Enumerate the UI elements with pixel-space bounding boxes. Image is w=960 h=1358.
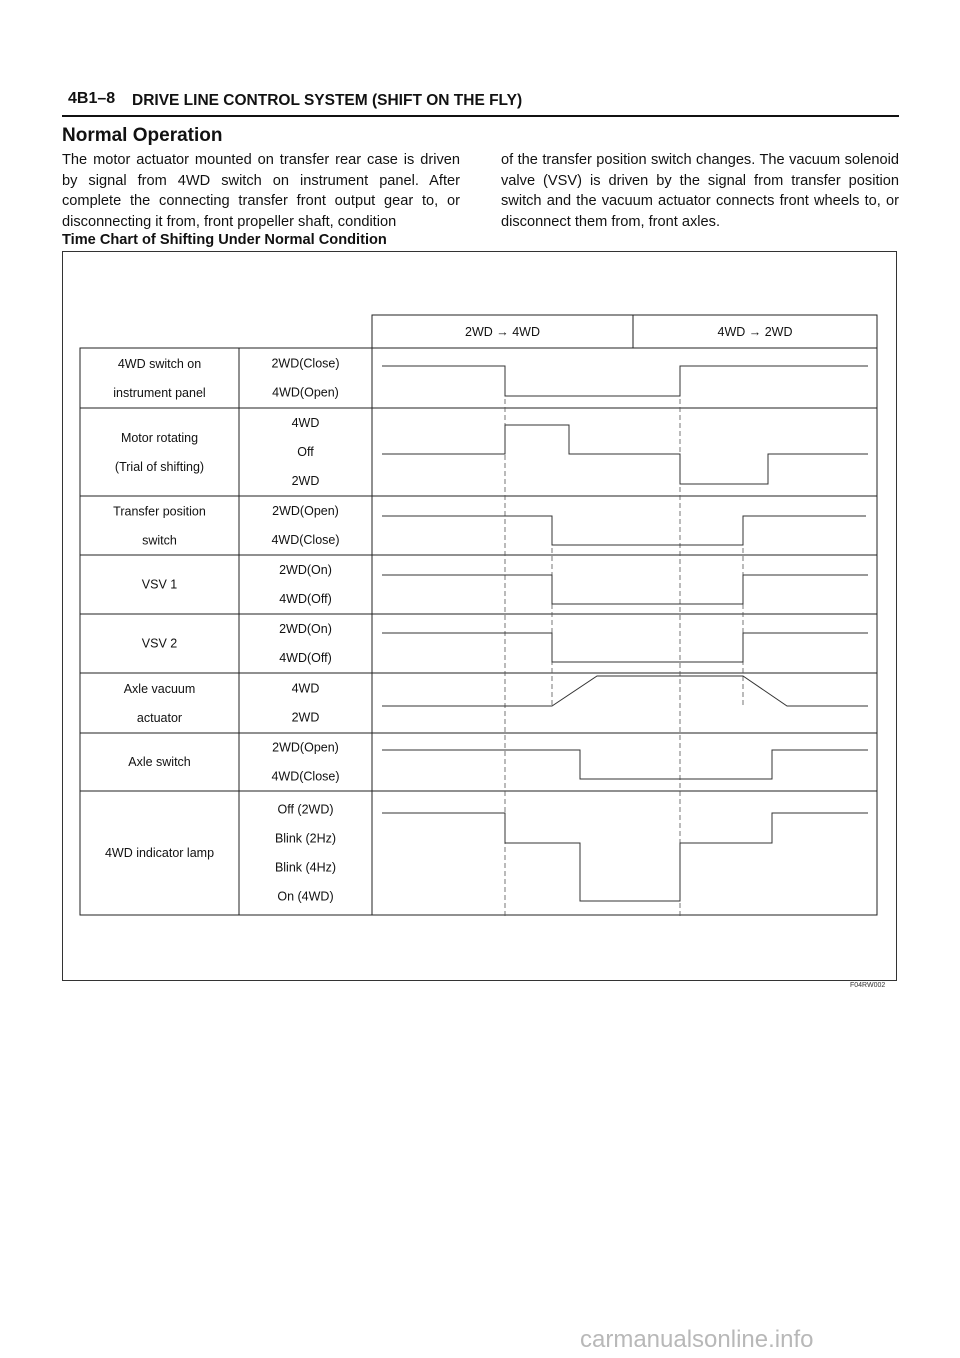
waveform-trace <box>382 813 868 901</box>
row-label: Motor rotating <box>120 431 199 445</box>
state-label: Blink (2Hz) <box>274 831 337 846</box>
waveforms <box>382 366 868 901</box>
waveform-trace <box>382 633 868 662</box>
row-label: (Trial of shifting) <box>114 460 205 474</box>
table-body <box>80 348 877 915</box>
state-label: 4WD(Off) <box>279 592 332 606</box>
state-label: Off <box>297 445 314 459</box>
phase-header-2wd-to-4wd: 2WD → 4WD <box>465 325 540 339</box>
row-label: Axle vacuum <box>123 682 196 696</box>
section-title: Normal Operation <box>62 125 223 146</box>
state-label: 4WD(Close) <box>271 533 340 547</box>
state-label: 4WD <box>291 681 320 696</box>
state-label: Blink (4Hz) <box>274 860 337 875</box>
waveform-trace <box>382 516 866 545</box>
row-label: VSV 1 <box>141 577 178 592</box>
state-label: Off (2WD) <box>277 802 334 817</box>
state-label: 2WD <box>291 710 320 725</box>
row-label: 4WD indicator lamp <box>104 846 215 860</box>
paragraph-right: of the transfer position switch changes. The vacuum solenoid valve (VSV) is driven by the signal from transfer position switch and the vacuum actuator connects front wheels to, or disconnect them from, front axles. <box>501 152 899 230</box>
row-label: 4WD switch on <box>117 357 202 371</box>
row-label: actuator <box>136 711 183 725</box>
state-label: 2WD <box>291 474 320 488</box>
table-grid <box>80 315 877 915</box>
waveform-trace <box>382 366 868 396</box>
row-label: switch <box>142 533 177 548</box>
section-number: 4B1–8 <box>68 90 116 107</box>
waveform-trace <box>382 750 868 779</box>
figure-caption: Time Chart of Shifting Under Normal Condition <box>62 232 387 248</box>
phase-header-4wd-to-2wd: 4WD → 2WD <box>717 325 793 339</box>
state-label: 4WD <box>291 416 320 430</box>
waveform-trace <box>382 676 868 706</box>
waveform-trace <box>382 575 868 604</box>
state-label: 4WD(Off) <box>279 651 332 665</box>
state-label: 2WD(Open) <box>272 504 339 518</box>
state-label: 2WD(On) <box>279 563 332 577</box>
state-label: 2WD(Close) <box>271 356 340 371</box>
watermark: carmanualsonline.info <box>580 1326 814 1353</box>
waveform-trace <box>382 425 868 484</box>
state-label: 2WD(Open) <box>272 740 339 755</box>
paragraph-left: The motor actuator mounted on transfer rear case is driven by signal from 4WD switch on instrument panel. After complete the connecting transfer front output gear to, or disconnecting it from, front propeller shaft, condition <box>62 152 460 230</box>
state-label: On (4WD) <box>277 889 334 904</box>
state-label: 2WD(On) <box>279 622 332 636</box>
state-label: 4WD(Open) <box>272 385 339 400</box>
state-label: 4WD(Close) <box>271 769 340 784</box>
row-label: Transfer position <box>113 504 206 519</box>
phase-header-box <box>372 315 877 348</box>
figure-code: F04RW002 <box>850 982 886 989</box>
row-label: VSV 2 <box>141 636 178 651</box>
header-title: DRIVE LINE CONTROL SYSTEM (SHIFT ON THE FLY) <box>132 92 523 109</box>
row-label: instrument panel <box>113 386 206 400</box>
timing-dashes <box>505 367 743 916</box>
row-label: Axle switch <box>128 755 191 769</box>
